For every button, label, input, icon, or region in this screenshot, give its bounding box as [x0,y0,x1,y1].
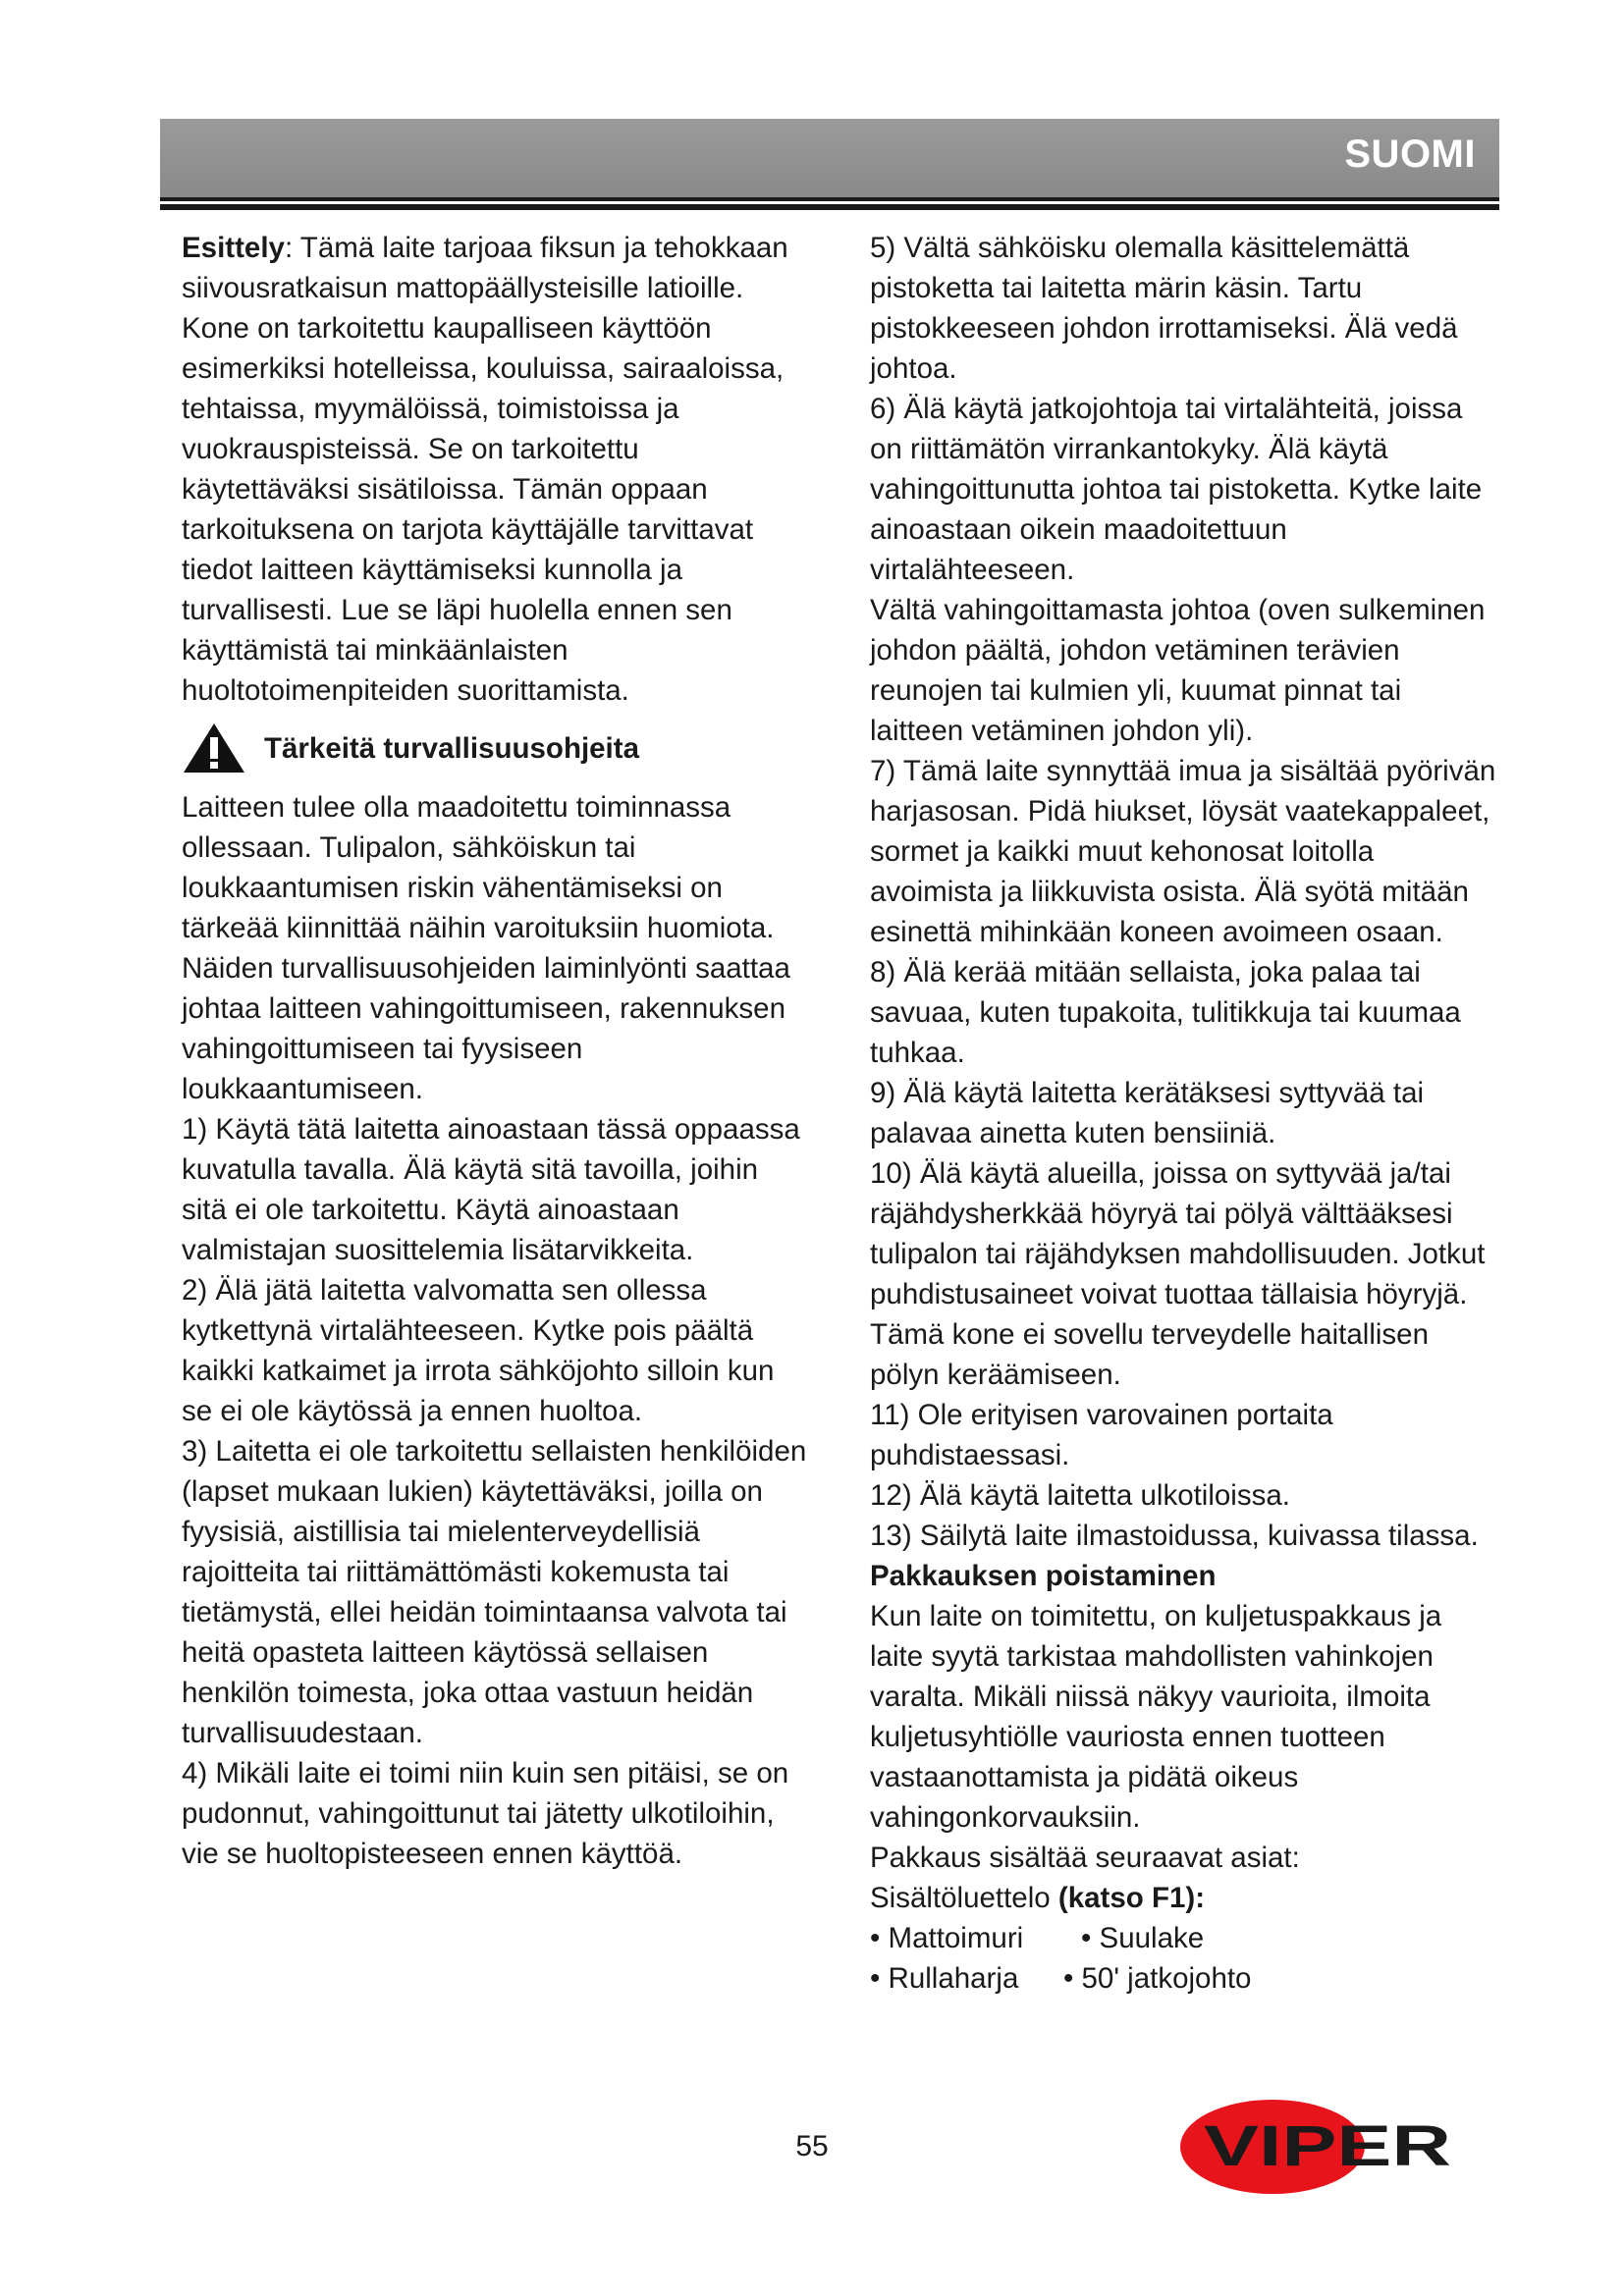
safety-intro: Laitteen tulee olla maadoitettu toiminnassa ollessaan. Tulipalon, sähköiskun tai loukkaantumisen riskin vähentämiseksi on tärkeää kiinnittää näihin varoituksiin huomiota. Näiden turvallisuusohjeiden laiminlyönti saattaa johtaa laitteen vahingoittumiseen, rakennuksen vahingoittumiseen tai fyysiseen loukkaantumiseen. [182,791,790,1105]
content-item-extension-cord: • 50' jatkojohto [1063,1962,1252,1995]
contents-list-label [870,1878,1498,1918]
header-rule-thick [160,204,1499,210]
safety-item-6: 6) Älä käytä jatkojohtoja tai virtalähteitä, joissa on riittämätön virrankantokyky. Älä käytä vahingoittunutta johtoa tai pistoketta. Kytke laite ainoastaan oikein maadoitettuun virtalähteeseen. [870,393,1483,586]
content-item-nozzle: • Suulake [1081,1922,1205,1954]
safety-item-10: 10) Älä käytä alueilla, joissa on syttyvää ja/tai räjähdysherkkää höyryä tai pölyä välttääksesi tulipalon tai räjähdyksen mahdollisuuden. Jotkut puhdistusaineet voivat tuottaa tällaisia höyryjä. Tämä kone ei sovellu terveydelle haitallisen pölyn keräämiseen. [870,1157,1486,1391]
intro-paragraph [182,228,810,711]
safety-item-3: 3) Laitetta ei ole tarkoitettu sellaisten henkilöiden (lapset mukaan lukien) käytettäväksi, joilla on fyysisiä, aistillisia tai mielenterveydellisiä rajoitteita tai riittämättömästi kokemusta tai tietämystä, ellei heidän toimintaansa valvota tai heitä opasteta laitteen käytössä sellaisen henkilön toimesta, joka ottaa vastuun heidän turvallisuudestaan. [182,1435,807,1749]
content-item-vacuum: • Mattoimuri [870,1922,1024,1954]
safety-item-7: 7) Tämä laite synnyttää imua ja sisältää pyörivän harjasosan. Pidä hiukset, löysät vaatekappaleet, sormet ja kaikki muut kehonosat loitolla avoimista ja liikkuvista osista. Älä syötä mitään esinettä mihinkään koneen avoimeen osaan. [870,755,1496,948]
warning-icon [182,721,246,774]
logo-text: VIPER [1204,2114,1451,2178]
content-item-brush: • Rullaharja [870,1962,1019,1995]
safety-item-12: 12) Älä käytä laitetta ulkotiloissa. [870,1479,1290,1512]
left-column [182,228,810,1874]
safety-item-1: 1) Käytä tätä laitetta ainoastaan tässä oppaassa kuvatulla tavalla. Älä käytä sitä tavoilla, joihin sitä ei ole tarkoitettu. Käytä ainoastaan valmistajan suosittelemia lisätarvikkeita. [182,1113,800,1266]
language-header-bar [160,119,1499,197]
safety-item-4: 4) Mikäli laite ei toimi niin kuin sen pitäisi, se on pudonnut, vahingoittunut tai jätetty ulkotiloihin, vie se huoltopisteeseen ennen käyttöä. [182,1757,789,1870]
package-contents-text: Pakkaus sisältää seuraavat asiat: [870,1842,1300,1874]
safety-item-2: 2) Älä jätä laitetta valvomatta sen ollessa kytkettynä virtalähteeseen. Kytke pois päältä kaikki katkaimet ja irrota sähköjohto silloin kun se ei ole käytössä ja ennen huoltoa. [182,1274,775,1427]
contents-figure-ref: (katso F1): [1057,1882,1206,1914]
contents-row-1 [870,1918,1498,1958]
unpacking-text: Kun laite on toimitettu, on kuljetuspakkaus ja laite syytä tarkistaa mahdollisten vahinkojen varalta. Mikäli niissä näkyy vaurioita, ilmoita kuljetusyhtiölle vauriosta ennen tuotteen vastaanottamista ja pidätä oikeus vahingonkorvauksiin. [870,1600,1442,1834]
cord-warning: Vältä vahingoittamasta johtoa (oven sulkeminen johdon päältä, johdon vetäminen terävien reunojen tai kulmien yli, kuumat pinnat tai laitteen vetäminen johdon yli). [870,594,1486,747]
right-column [870,228,1498,1999]
language-title: SUOMI [1344,133,1476,176]
intro-label: Esittely [182,232,285,264]
header-rule-thin [160,197,1499,201]
safety-heading-row [182,719,810,777]
safety-item-5: 5) Vältä sähköisku olemalla käsittelemättä pistoketta tai laitetta märin käsin. Tartu pistokkeeseen johdon irrottamiseksi. Älä vedä johtoa. [870,232,1458,385]
contents-row-2 [870,1958,1498,1999]
safety-item-9: 9) Älä käytä laitetta kerätäksesi syttyvää tai palavaa ainetta kuten bensiiniä. [870,1077,1425,1149]
safety-heading: Tärkeitä turvallisuusohjeita [264,731,639,765]
safety-item-8: 8) Älä kerää mitään sellaista, joka palaa tai savuaa, kuten tupakoita, tulitikkuja tai kuumaa tuhkaa. [870,956,1461,1069]
safety-item-13: 13) Säilytä laite ilmastoidussa, kuivassa tilassa. [870,1520,1479,1552]
safety-item-11: 11) Ole erityisen varovainen portaita puhdistaessasi. [870,1399,1333,1471]
contents-label: Sisältöluettelo [870,1882,1058,1914]
viper-logo [1178,2096,1458,2199]
intro-text: : Tämä laite tarjoaa fiksun ja tehokkaan siivousratkaisun mattopäällysteisille latioille. Kone on tarkoitettu kaupalliseen käyttöön esimerkiksi hotelleissa, kouluissa, sairaaloissa, tehtaissa, myymälöissä, toimistoissa ja vuokrauspisteissä. Se on tarkoitettu käytettäväksi sisätiloissa. Tämän oppaan tarkoituksena on tarjota käyttäjälle tarvittavat tiedot laitteen käyttämiseksi kunnolla ja turvallisesti. Lue se läpi huolella ennen sen käyttämistä tai minkäänlaisten huoltotoimenpiteiden suorittamista. [182,232,788,707]
page-number: 55 [795,2130,829,2163]
unpacking-heading: Pakkauksen poistaminen [870,1560,1217,1592]
